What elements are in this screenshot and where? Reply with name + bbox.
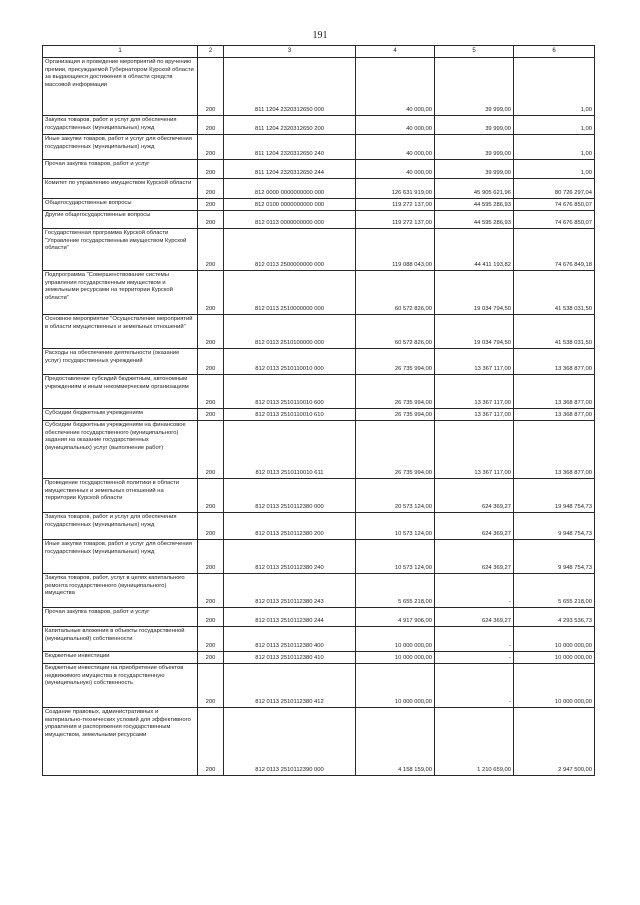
row-classification-code-cell: 812 0113 2510110010 600 xyxy=(224,375,356,409)
row-approved-amount-cell: 26 735 994,00 xyxy=(356,409,435,421)
table-row xyxy=(43,199,595,211)
row-name-cell: Предоставление субсидий бюджетным, автономным учреждениям и иным некоммерческим организациям xyxy=(43,375,198,409)
row-line-code-cell: 200 xyxy=(198,199,224,211)
page-number: 191 xyxy=(312,30,328,41)
table-row xyxy=(43,315,595,349)
row-executed-amount-cell: 13 367 117,00 xyxy=(435,421,514,479)
column-header: 6 xyxy=(514,46,595,58)
row-name-cell: Проведение государственной политики в области имущественных и земельных отношений на территории Курской области xyxy=(43,479,198,513)
row-approved-amount-cell: 119 088 043,00 xyxy=(356,229,435,271)
row-remaining-amount-cell: 13 368 877,00 xyxy=(514,421,595,479)
row-classification-code-cell: 812 0113 2510112380 412 xyxy=(224,664,356,708)
row-executed-amount-cell: 624 369,27 xyxy=(435,608,514,627)
row-line-code-cell: 200 xyxy=(198,421,224,479)
row-classification-code-cell: 812 0113 2510112380 410 xyxy=(224,652,356,664)
row-classification-code-cell: 812 0113 2510110010 611 xyxy=(224,421,356,479)
row-remaining-amount-cell: 1,00 xyxy=(514,116,595,135)
row-line-code-cell: 200 xyxy=(198,58,224,116)
row-remaining-amount-cell: 13 368 877,00 xyxy=(514,349,595,375)
row-classification-code-cell: 812 0000 0000000000 000 xyxy=(224,179,356,199)
row-line-code-cell: 200 xyxy=(198,708,224,776)
row-approved-amount-cell: 10 573 124,00 xyxy=(356,513,435,540)
row-executed-amount-cell: 13 367 117,00 xyxy=(435,375,514,409)
row-classification-code-cell: 812 0113 2510100000 000 xyxy=(224,315,356,349)
row-approved-amount-cell: 20 573 124,00 xyxy=(356,479,435,513)
row-classification-code-cell: 812 0113 2510112380 000 xyxy=(224,479,356,513)
row-approved-amount-cell: 10 000 000,00 xyxy=(356,664,435,708)
row-name-cell: Закупка товаров, работ и услуг для обеспечения государственных (муниципальных) нужд xyxy=(43,116,198,135)
row-line-code-cell: 200 xyxy=(198,513,224,540)
row-line-code-cell: 200 xyxy=(198,540,224,574)
table-row xyxy=(43,229,595,271)
row-line-code-cell: 200 xyxy=(198,135,224,160)
row-executed-amount-cell: 39 999,00 xyxy=(435,58,514,116)
row-name-cell: Создание правовых, административных и материально-технических условий для эффективного управления и распоряжения государственным имуществом, земельными ресурсами xyxy=(43,708,198,776)
row-classification-code-cell: 812 0113 2510112380 240 xyxy=(224,540,356,574)
row-classification-code-cell: 811 1204 2320312650 200 xyxy=(224,116,356,135)
row-name-cell: Капитальные вложения в объекты государственной (муниципальной) собственности xyxy=(43,627,198,652)
row-executed-amount-cell: 624 369,27 xyxy=(435,479,514,513)
row-executed-amount-cell: - xyxy=(435,627,514,652)
row-executed-amount-cell: 45 905 621,96 xyxy=(435,179,514,199)
row-approved-amount-cell: 40 000,00 xyxy=(356,116,435,135)
row-approved-amount-cell: 40 000,00 xyxy=(356,58,435,116)
row-remaining-amount-cell: 10 000 000,00 xyxy=(514,652,595,664)
row-classification-code-cell: 812 0113 2510112380 200 xyxy=(224,513,356,540)
row-approved-amount-cell: 4 158 159,00 xyxy=(356,708,435,776)
row-line-code-cell: 200 xyxy=(198,574,224,608)
table-row xyxy=(43,608,595,627)
row-line-code-cell: 200 xyxy=(198,179,224,199)
row-approved-amount-cell: 10 573 124,00 xyxy=(356,540,435,574)
row-classification-code-cell: 812 0100 0000000000 000 xyxy=(224,199,356,211)
row-name-cell: Закупка товаров, работ и услуг для обеспечения государственных (муниципальных) нужд xyxy=(43,513,198,540)
row-remaining-amount-cell: 41 538 031,50 xyxy=(514,271,595,315)
table-row xyxy=(43,135,595,160)
row-remaining-amount-cell: 13 368 877,00 xyxy=(514,375,595,409)
row-line-code-cell: 200 xyxy=(198,160,224,179)
row-line-code-cell: 200 xyxy=(198,664,224,708)
row-remaining-amount-cell: 1,00 xyxy=(514,58,595,116)
row-remaining-amount-cell: 80 726 297,04 xyxy=(514,179,595,199)
row-classification-code-cell: 812 0113 2510112380 243 xyxy=(224,574,356,608)
row-executed-amount-cell: 39 999,00 xyxy=(435,160,514,179)
row-executed-amount-cell: - xyxy=(435,652,514,664)
row-line-code-cell: 200 xyxy=(198,229,224,271)
row-line-code-cell: 200 xyxy=(198,271,224,315)
table-row xyxy=(43,116,595,135)
column-header: 5 xyxy=(435,46,514,58)
row-approved-amount-cell: 10 000 000,00 xyxy=(356,627,435,652)
row-executed-amount-cell: 44 411 193,82 xyxy=(435,229,514,271)
column-header: 3 xyxy=(224,46,356,58)
row-executed-amount-cell: 1 210 659,00 xyxy=(435,708,514,776)
row-name-cell: Подпрограмма "Совершенствование системы управления государственным имуществом и земельными ресурсами на территории Курской области" xyxy=(43,271,198,315)
row-line-code-cell: 200 xyxy=(198,375,224,409)
row-name-cell: Основное мероприятие "Осуществление мероприятий в области имущественных и земельных отношений" xyxy=(43,315,198,349)
row-remaining-amount-cell: 74 676 850,07 xyxy=(514,211,595,229)
row-executed-amount-cell: 39 999,00 xyxy=(435,116,514,135)
table-row xyxy=(43,271,595,315)
row-executed-amount-cell: 624 369,27 xyxy=(435,540,514,574)
row-name-cell: Государственная программа Курской области "Управление государственным имуществом Курской области" xyxy=(43,229,198,271)
row-line-code-cell: 200 xyxy=(198,479,224,513)
row-approved-amount-cell: 60 572 826,00 xyxy=(356,271,435,315)
row-name-cell: Субсидии бюджетным учреждениям xyxy=(43,409,198,421)
row-remaining-amount-cell: 10 000 000,00 xyxy=(514,664,595,708)
row-remaining-amount-cell: 19 948 754,73 xyxy=(514,479,595,513)
row-name-cell: Иные закупки товаров, работ и услуг для обеспечения государственных (муниципальных) нужд xyxy=(43,540,198,574)
row-classification-code-cell: 811 1204 2320312650 244 xyxy=(224,160,356,179)
row-executed-amount-cell: 13 367 117,00 xyxy=(435,349,514,375)
row-name-cell: Организация и проведение мероприятий по вручению премии, присуждаемой Губернатором Курской области за выдающиеся достижения в области средств массовой информации xyxy=(43,58,198,116)
table-row xyxy=(43,179,595,199)
row-name-cell: Субсидии бюджетным учреждениям на финансовое обеспечение государственного (муниципального) задания на оказание государственных (муниципальных) услуг (выполнение работ) xyxy=(43,421,198,479)
row-classification-code-cell: 812 0113 2510112390 000 xyxy=(224,708,356,776)
row-classification-code-cell: 812 0113 2500000000 000 xyxy=(224,229,356,271)
row-approved-amount-cell: 5 655 218,00 xyxy=(356,574,435,608)
row-name-cell: Прочая закупка товаров, работ и услуг xyxy=(43,608,198,627)
row-approved-amount-cell: 4 917 906,00 xyxy=(356,608,435,627)
table-row xyxy=(43,375,595,409)
row-remaining-amount-cell: 9 948 754,73 xyxy=(514,513,595,540)
table-row xyxy=(43,652,595,664)
row-line-code-cell: 200 xyxy=(198,608,224,627)
row-approved-amount-cell: 60 572 826,00 xyxy=(356,315,435,349)
row-name-cell: Комитет по управлению имуществом Курской области xyxy=(43,179,198,199)
row-name-cell: Бюджетные инвестиции xyxy=(43,652,198,664)
row-approved-amount-cell: 119 272 137,00 xyxy=(356,199,435,211)
row-classification-code-cell: 812 0113 0000000000 000 xyxy=(224,211,356,229)
column-header: 1 xyxy=(43,46,198,58)
row-classification-code-cell: 811 1204 2320312650 000 xyxy=(224,58,356,116)
row-remaining-amount-cell: 10 000 000,00 xyxy=(514,627,595,652)
row-classification-code-cell: 812 0113 2510112380 244 xyxy=(224,608,356,627)
table-row xyxy=(43,664,595,708)
row-executed-amount-cell: - xyxy=(435,574,514,608)
row-line-code-cell: 200 xyxy=(198,211,224,229)
row-approved-amount-cell: 26 735 994,00 xyxy=(356,375,435,409)
table-row xyxy=(43,409,595,421)
row-name-cell: Иные закупки товаров, работ и услуг для обеспечения государственных (муниципальных) нужд xyxy=(43,135,198,160)
row-classification-code-cell: 812 0113 2510110010 610 xyxy=(224,409,356,421)
table-header-row xyxy=(43,46,595,58)
row-approved-amount-cell: 40 000,00 xyxy=(356,160,435,179)
row-name-cell: Закупка товаров, работ, услуг в целях капитального ремонта государственного (муниципального) имущества xyxy=(43,574,198,608)
table-row xyxy=(43,211,595,229)
row-executed-amount-cell: 39 999,00 xyxy=(435,135,514,160)
row-approved-amount-cell: 10 000 000,00 xyxy=(356,652,435,664)
table-row xyxy=(43,349,595,375)
row-name-cell: Бюджетные инвестиции на приобретение объектов недвижимого имущества в государственную (муниципальную) собственность xyxy=(43,664,198,708)
row-approved-amount-cell: 26 735 994,00 xyxy=(356,421,435,479)
row-executed-amount-cell: 44 595 286,93 xyxy=(435,211,514,229)
row-remaining-amount-cell: 1,00 xyxy=(514,160,595,179)
table-row xyxy=(43,627,595,652)
table-row xyxy=(43,479,595,513)
row-line-code-cell: 200 xyxy=(198,409,224,421)
row-executed-amount-cell: 624 369,27 xyxy=(435,513,514,540)
row-executed-amount-cell: 19 034 794,50 xyxy=(435,271,514,315)
table-row xyxy=(43,540,595,574)
row-remaining-amount-cell: 4 293 536,73 xyxy=(514,608,595,627)
table-row xyxy=(43,421,595,479)
row-classification-code-cell: 811 1204 2320312650 240 xyxy=(224,135,356,160)
row-line-code-cell: 200 xyxy=(198,652,224,664)
row-remaining-amount-cell: 13 368 877,00 xyxy=(514,409,595,421)
row-name-cell: Другие общегосударственные вопросы xyxy=(43,211,198,229)
row-name-cell: Прочая закупка товаров, работ и услуг xyxy=(43,160,198,179)
row-remaining-amount-cell: 41 538 031,50 xyxy=(514,315,595,349)
row-executed-amount-cell: - xyxy=(435,664,514,708)
row-name-cell: Расходы на обеспечение деятельности (оказание услуг) государственных учреждений xyxy=(43,349,198,375)
budget-table xyxy=(42,45,595,776)
row-executed-amount-cell: 13 367 117,00 xyxy=(435,409,514,421)
row-line-code-cell: 200 xyxy=(198,349,224,375)
column-header: 4 xyxy=(356,46,435,58)
row-remaining-amount-cell: 9 948 754,73 xyxy=(514,540,595,574)
row-remaining-amount-cell: 74 676 849,18 xyxy=(514,229,595,271)
row-executed-amount-cell: 44 595 286,93 xyxy=(435,199,514,211)
row-line-code-cell: 200 xyxy=(198,627,224,652)
row-remaining-amount-cell: 2 947 500,00 xyxy=(514,708,595,776)
table-row xyxy=(43,58,595,116)
row-approved-amount-cell: 26 735 994,00 xyxy=(356,349,435,375)
row-name-cell: Общегосударственные вопросы xyxy=(43,199,198,211)
row-classification-code-cell: 812 0113 2510110010 000 xyxy=(224,349,356,375)
table-row xyxy=(43,160,595,179)
row-remaining-amount-cell: 1,00 xyxy=(514,135,595,160)
row-approved-amount-cell: 126 631 919,00 xyxy=(356,179,435,199)
column-header: 2 xyxy=(198,46,224,58)
row-executed-amount-cell: 19 034 794,50 xyxy=(435,315,514,349)
row-remaining-amount-cell: 5 655 218,00 xyxy=(514,574,595,608)
row-classification-code-cell: 812 0113 2510112380 400 xyxy=(224,627,356,652)
row-line-code-cell: 200 xyxy=(198,315,224,349)
row-line-code-cell: 200 xyxy=(198,116,224,135)
row-approved-amount-cell: 119 272 137,00 xyxy=(356,211,435,229)
row-approved-amount-cell: 40 000,00 xyxy=(356,135,435,160)
table-row xyxy=(43,708,595,776)
table-row xyxy=(43,574,595,608)
row-classification-code-cell: 812 0113 2510000000 000 xyxy=(224,271,356,315)
row-remaining-amount-cell: 74 676 850,07 xyxy=(514,199,595,211)
table-row xyxy=(43,513,595,540)
